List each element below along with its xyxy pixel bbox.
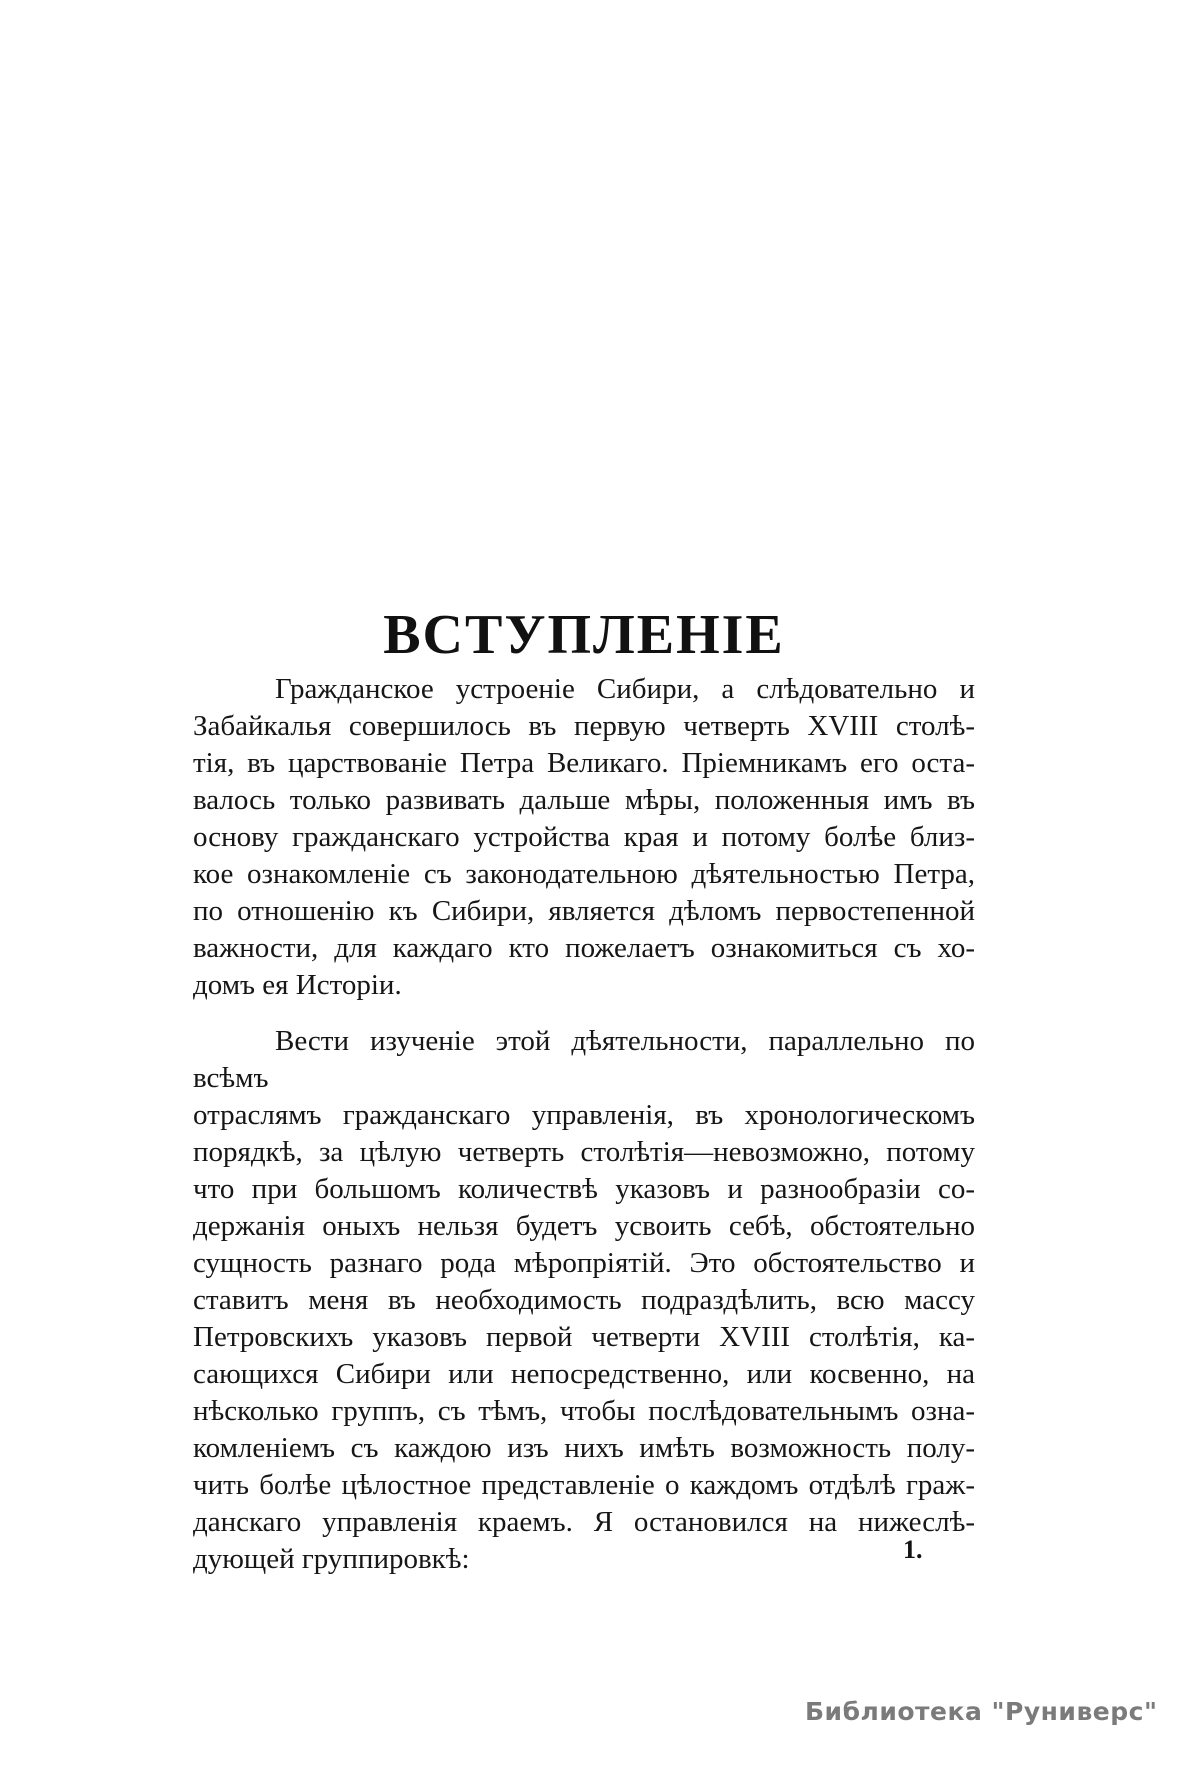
text-line: сущность разнаго рода мѣропріятій. Это обстоятельство и	[193, 1247, 975, 1279]
text-line: по отношенію къ Сибири, является дѣломъ первостепенной	[193, 895, 975, 927]
text-line: данскаго управленія краемъ. Я остановился на нижеслѣ-	[193, 1506, 975, 1538]
text-line: отраслямъ гражданскаго управленія, въ хронологическомъ	[193, 1099, 975, 1131]
text-line: Петровскихъ указовъ первой четверти XVIII столѣтія, ка-	[193, 1321, 975, 1353]
text-line: важности, для каждаго кто пожелаетъ ознакомиться съ хо-	[193, 932, 975, 964]
text-line: валось только развивать дальше мѣры, положенныя имъ въ	[193, 784, 975, 816]
text-line: Гражданское устроеніе Сибири, а слѣдовательно и	[275, 673, 975, 705]
text-line: тія, въ царствованіе Петра Великаго. Пріемникамъ его оста-	[193, 747, 975, 779]
chapter-title: ВСТУПЛЕНІЕ	[383, 603, 785, 666]
text-line: Вести изученіе этой дѣятельности, параллельно по всѣмъ	[193, 1025, 975, 1094]
text-line: основу гражданскаго устройства края и потому болѣе близ-	[193, 821, 975, 853]
text-line: что при большомъ количествѣ указовъ и разнообразіи со-	[193, 1173, 975, 1205]
text-line: Забайкалья совершилось въ первую четверть XVIII столѣ-	[193, 710, 975, 742]
text-line: сающихся Сибири или непосредственно, или косвенно, на	[193, 1358, 975, 1390]
text-line: кое ознакомленіе съ законодательною дѣятельностью Петра,	[193, 858, 975, 890]
library-watermark: Библиотека "Руниверс"	[805, 1697, 1158, 1726]
text-line: держанія оныхъ нельзя будетъ усвоить себѣ, обстоятельно	[193, 1210, 975, 1242]
paragraph-2	[193, 1023, 975, 1578]
text-line: порядкѣ, за цѣлую четверть столѣтія—невозможно, потому	[193, 1136, 975, 1168]
text-line: дующей группировкѣ:	[193, 1543, 470, 1575]
page-number: 1.	[903, 1535, 923, 1564]
paragraph-1	[193, 671, 975, 1004]
text-line: нѣсколько группъ, съ тѣмъ, чтобы послѣдовательнымъ озна-	[193, 1395, 975, 1427]
text-line: комленіемъ съ каждою изъ нихъ имѣть возможность полу-	[193, 1432, 975, 1464]
text-line: чить болѣе цѣлостное представленіе о каждомъ отдѣлѣ граж-	[193, 1469, 975, 1501]
text-line: ставитъ меня въ необходимость подраздѣлить, всю массу	[193, 1284, 975, 1316]
text-line: домъ ея Исторіи.	[193, 969, 402, 1001]
